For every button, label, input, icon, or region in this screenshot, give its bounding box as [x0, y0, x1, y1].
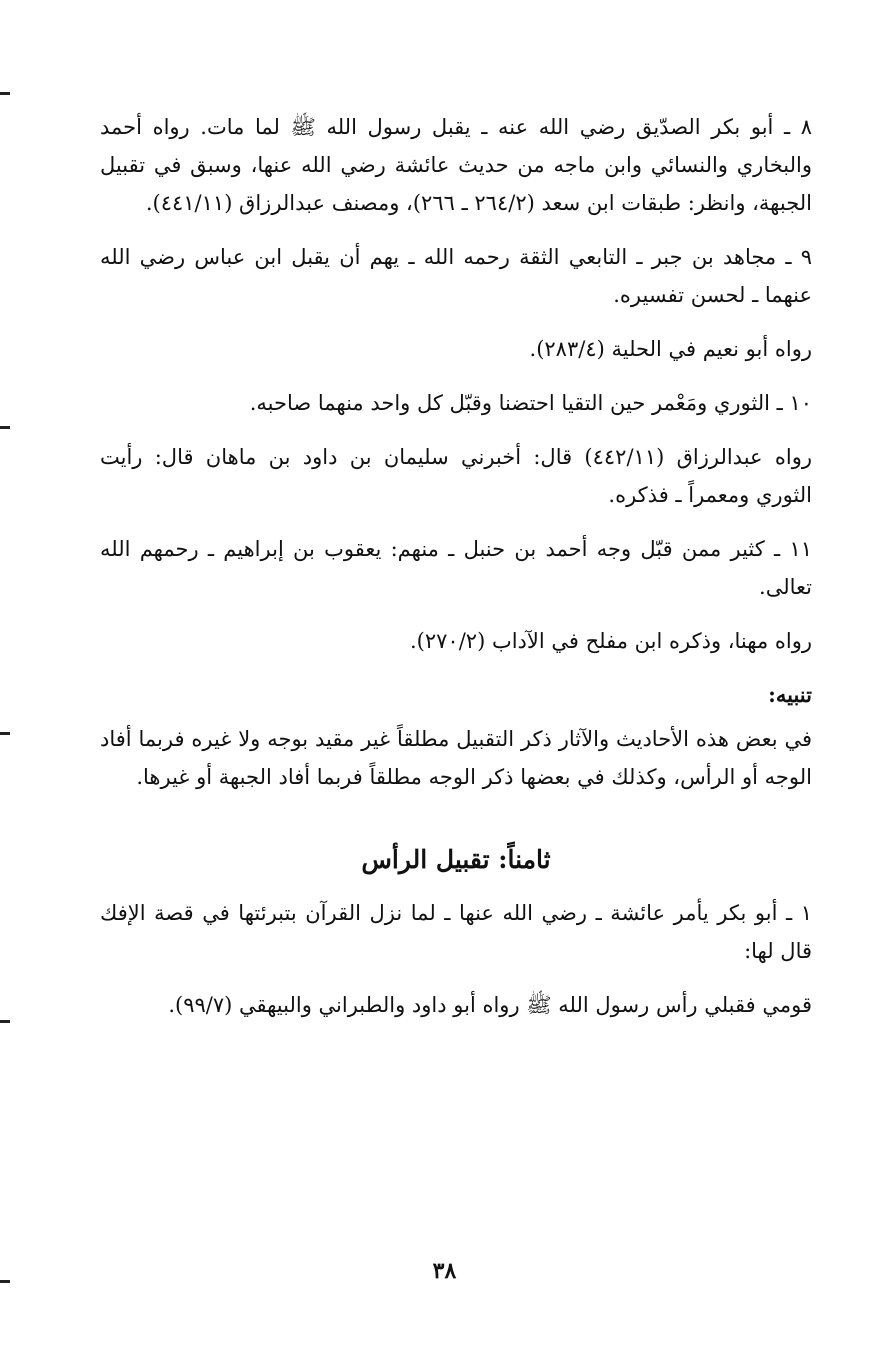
paragraph-item-10: ١٠ ـ الثوري ومَعْمر حين التقيا احتضنا وقبّل كل واحد منهما صاحبه. [249, 391, 812, 415]
page-number: ٣٨ [432, 1258, 457, 1284]
margin-mark [0, 732, 10, 735]
paragraph-item-11: ١١ ـ كثير ممن قبّل وجه أحمد بن حنبل ـ منهم: يعقوب بن إبراهيم ـ رحمهم الله تعالى. [100, 537, 812, 599]
margin-mark [0, 1020, 10, 1023]
note-text: في بعض هذه الأحاديث والآثار ذكر التقبيل مطلقاً غير مقيد بوجه ولا غيره فربما أفاد الوجه أو الرأس، وكذلك في بعضها ذكر الوجه مطلقاً فربما أفاد الجبهة أو غيرها. [100, 727, 812, 789]
margin-mark [0, 92, 10, 95]
section-heading: ثامناً: تقبيل الرأس [361, 845, 551, 874]
page-body [100, 108, 812, 1040]
paragraph-citation: رواه عبدالرزاق (٤٤٢/١١) قال: أخبرني سليمان بن داود بن ماهان قال: رأيت الثوري ومعمراً ـ فذكره. [100, 445, 812, 507]
paragraph-citation: رواه أبو نعيم في الحلية (٢٨٣/٤). [529, 337, 812, 361]
paragraph-item-9: ٩ ـ مجاهد بن جبر ـ التابعي الثقة رحمه الله ـ يهم أن يقبل ابن عباس رضي الله عنهما ـ لحسن تفسيره. [100, 245, 812, 307]
paragraph-section-citation: قومي فقبلي رأس رسول الله ﷺ رواه أبو داود والطبراني والبيهقي (٩٩/٧). [168, 993, 812, 1017]
margin-mark [0, 426, 10, 429]
note-label: تنبيه: [768, 682, 812, 707]
paragraph-citation: رواه مهنا، وذكره ابن مفلح في الآداب (٢٧٠/٢). [410, 629, 812, 653]
paragraph-item-8: ٨ ـ أبو بكر الصدّيق رضي الله عنه ـ يقبل رسول الله ﷺ لما مات. رواه أحمد والبخاري والنسائي وابن ماجه من حديث عائشة رضي الله عنها، وسبق في تقبيل الجبهة، وانظر: طبقات ابن سعد (٢٦٤/٢ ـ ٢٦٦)، ومصنف عبدالرزاق (٤٤١/١١). [100, 115, 812, 215]
paragraph-section-item-1: ١ ـ أبو بكر يأمر عائشة ـ رضي الله عنها ـ لما نزل القرآن بتبرئتها في قصة الإفك قال لها: [100, 901, 812, 963]
